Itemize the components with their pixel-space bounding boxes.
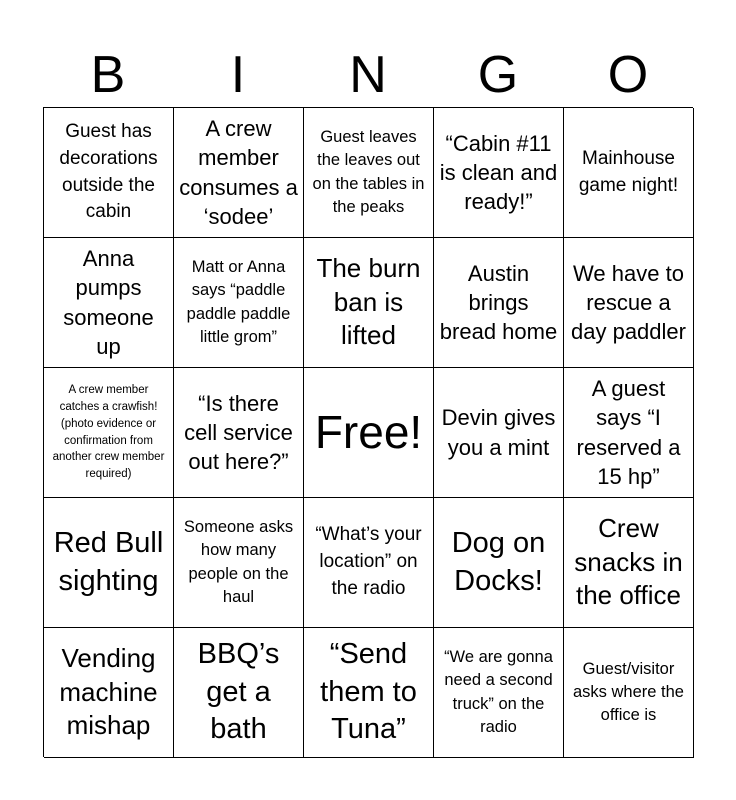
cell-text: Guest has decorations outside the cabin: [59, 120, 158, 223]
header-letter-g: G: [477, 46, 519, 104]
cell-text: Vending machine mishap: [59, 642, 158, 741]
cell-text: “Is there cell service out here?”: [184, 390, 293, 475]
bingo-cell-b2[interactable]: [44, 238, 174, 368]
free-space-text: Free!: [314, 405, 423, 458]
cell-text: Crew snacks in the office: [574, 512, 683, 611]
cell-text: Red Bull sighting: [53, 526, 164, 597]
cell-text: “Cabin #11 is clean and ready!”: [439, 130, 558, 215]
bingo-cell-b4[interactable]: [44, 498, 174, 628]
bingo-cell-i2[interactable]: [174, 238, 304, 368]
cell-text: Anna pumps someone up: [63, 246, 154, 359]
cell-text: Austin brings bread home: [439, 260, 558, 345]
cell-text: BBQ’s get a bath: [197, 637, 280, 746]
header-letter-i: I: [230, 46, 246, 104]
cell-text: We have to rescue a day paddler: [571, 260, 686, 345]
bingo-cell-g2[interactable]: [434, 238, 564, 368]
bingo-cell-n2[interactable]: [304, 238, 434, 368]
bingo-cell-g5[interactable]: [434, 628, 564, 758]
cell-text: A guest says “I reserved a 15 hp”: [576, 376, 681, 489]
header-letter-o: O: [607, 46, 649, 104]
cell-text: Guest leaves the leaves out on the tables in the peaks: [312, 128, 425, 216]
bingo-cell-o5[interactable]: [564, 628, 694, 758]
bingo-board: [43, 107, 693, 757]
bingo-cell-i5[interactable]: [174, 628, 304, 758]
cell-text: A crew member consumes a ‘sodee’: [179, 116, 298, 229]
cell-text: Matt or Anna says “paddle paddle paddle little grom”: [186, 258, 291, 346]
bingo-cell-o2[interactable]: [564, 238, 694, 368]
cell-text: “Send them to Tuna”: [320, 637, 417, 746]
bingo-cell-i1[interactable]: [174, 108, 304, 238]
bingo-cell-i4[interactable]: [174, 498, 304, 628]
cell-text: A crew member catches a crawfish! (photo evidence or confirmation from another crew member required): [52, 384, 165, 480]
bingo-cell-g3[interactable]: [434, 368, 564, 498]
bingo-cell-g4[interactable]: [434, 498, 564, 628]
cell-text: The burn ban is lifted: [316, 252, 421, 351]
bingo-cell-o4[interactable]: [564, 498, 694, 628]
bingo-cell-n4[interactable]: [304, 498, 434, 628]
bingo-cell-b5[interactable]: [44, 628, 174, 758]
bingo-cell-i3[interactable]: [174, 368, 304, 498]
bingo-cell-n1[interactable]: [304, 108, 434, 238]
header-letter-n: N: [349, 46, 387, 104]
bingo-cell-n5[interactable]: [304, 628, 434, 758]
cell-text: Dog on Docks!: [451, 526, 546, 597]
cell-text: “We are gonna need a second truck” on the radio: [444, 648, 553, 736]
cell-text: Guest/visitor asks where the office is: [573, 659, 684, 725]
bingo-cell-o3[interactable]: [564, 368, 694, 498]
cell-text: Mainhouse game night!: [578, 147, 679, 196]
bingo-header: [43, 42, 693, 108]
bingo-cell-g1[interactable]: [434, 108, 564, 238]
cell-text: Devin gives you a mint: [441, 405, 556, 460]
bingo-cell-free[interactable]: [304, 368, 434, 498]
header-letter-b: B: [90, 46, 126, 104]
bingo-cell-o1[interactable]: [564, 108, 694, 238]
bingo-cell-b3[interactable]: [44, 368, 174, 498]
bingo-cell-b1[interactable]: [44, 108, 174, 238]
cell-text: Someone asks how many people on the haul: [183, 518, 294, 606]
cell-text: “What’s your location” on the radio: [315, 524, 422, 599]
